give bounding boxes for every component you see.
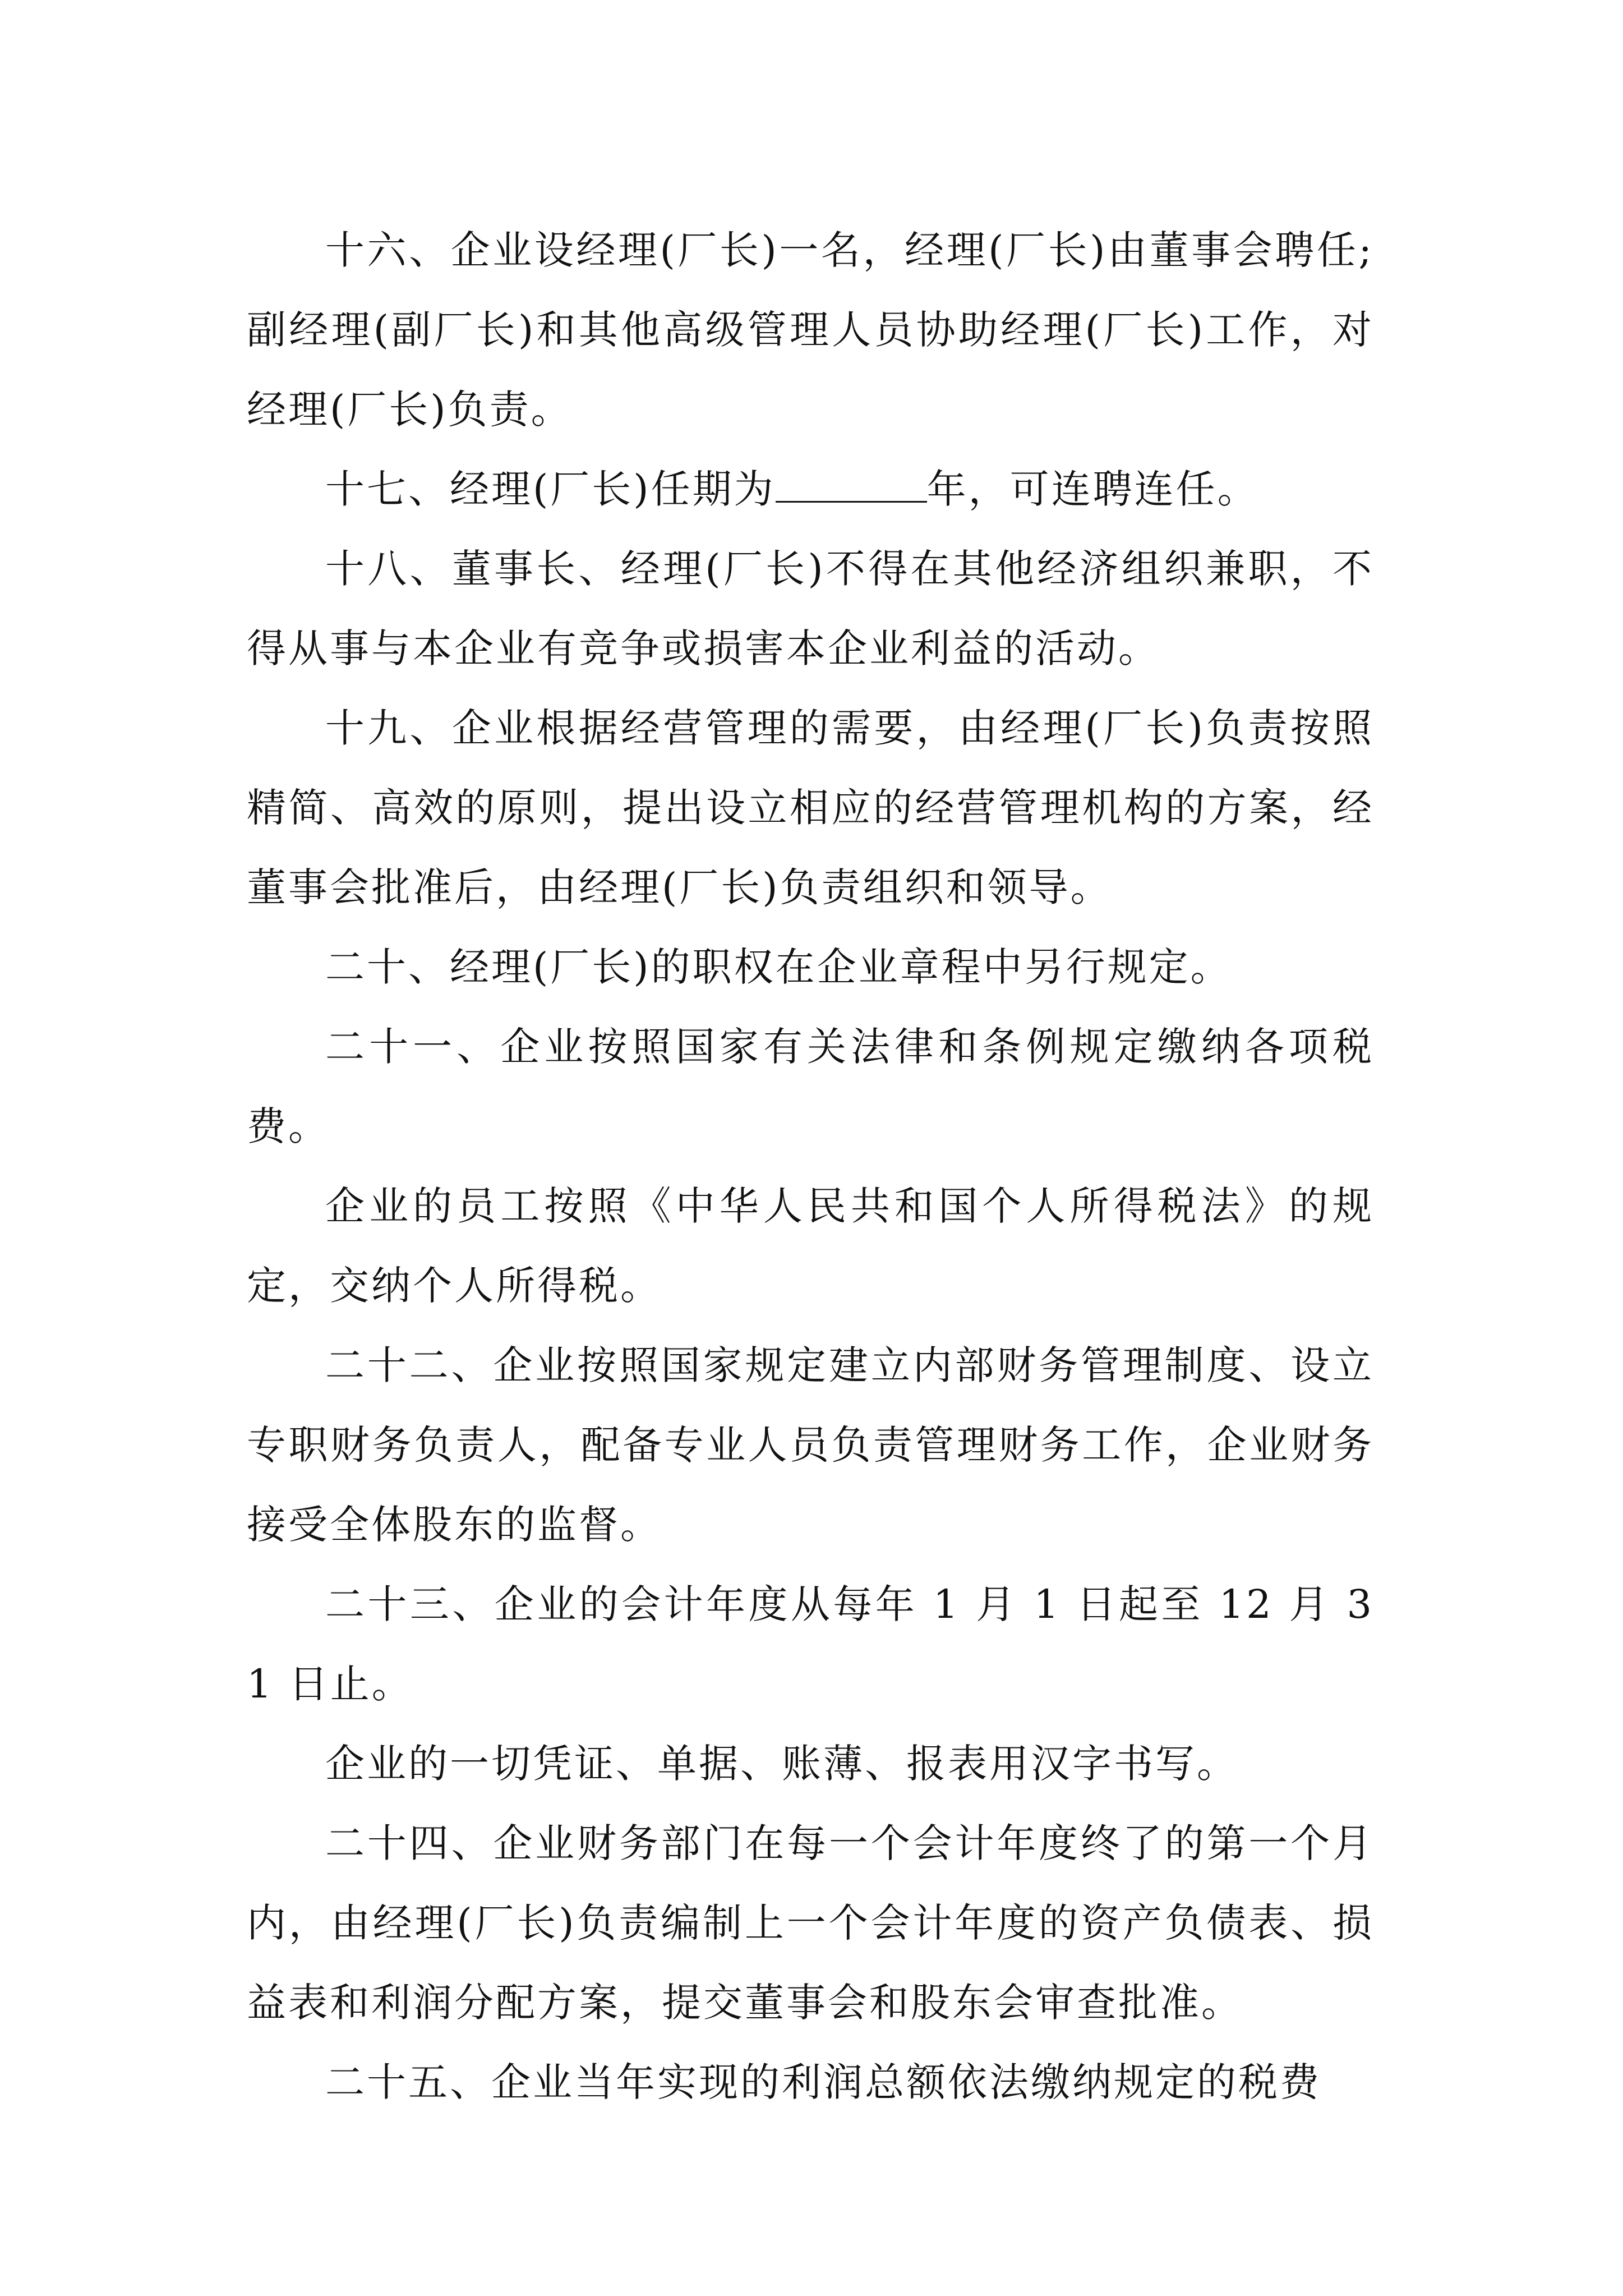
paragraph-20: 二十、经理(厂长)的职权在企业章程中另行规定。 xyxy=(325,944,1232,990)
paragraph-23-records: 企业的一切凭证、单据、账薄、报表用汉字书写。 xyxy=(325,1741,1238,1787)
paragraph-17 xyxy=(247,449,1374,529)
paragraph-25: 二十五、企业当年实现的利润总额依法缴纳规定的税费 xyxy=(325,2059,1321,2105)
paragraph-24: 二十四、企业财务部门在每一个会计年度终了的第一个月内，由经理(厂长)负责编制上一个会计年度的资产负债表、损益表和利润分配方案，提交董事会和股东会审查批准。 xyxy=(247,1820,1374,2026)
paragraph-22: 二十二、企业按照国家规定建立内部财务管理制度、设立专职财务负责人，配备专业人员负责管理财务工作，企业财务接受全体股东的监督。 xyxy=(247,1342,1374,1548)
paragraph-18: 十八、董事长、经理(厂长)不得在其他经济组织兼职，不得从事与本企业有竞争或损害本企业利益的活动。 xyxy=(247,546,1374,671)
term-years-blank xyxy=(776,468,927,503)
paragraph-16: 十六、企业设经理(厂长)一名，经理(厂长)由董事会聘任;副经理(副厂长)和其他高级管理人员协助经理(厂长)工作，对经理(厂长)负责。 xyxy=(247,227,1374,432)
paragraph-17-after-blank: 年，可连聘连任。 xyxy=(926,466,1259,512)
paragraph-23: 二十三、企业的会计年度从每年 1 月 1 日起至 12 月 31 日止。 xyxy=(247,1581,1374,1707)
document-body xyxy=(247,210,1374,2122)
paragraph-17-before-blank: 十七、经理(厂长)任期为 xyxy=(325,466,776,512)
paragraph-19: 十九、企业根据经营管理的需要，由经理(厂长)负责按照精简、高效的原则，提出设立相应的经营管理机构的方案，经董事会批准后，由经理(厂长)负责组织和领导。 xyxy=(247,705,1374,910)
paragraph-21-personal-tax: 企业的员工按照《中华人民共和国个人所得税法》的规定，交纳个人所得税。 xyxy=(247,1183,1374,1309)
paragraph-21: 二十一、企业按照国家有关法律和条例规定缴纳各项税费。 xyxy=(247,1024,1374,1149)
